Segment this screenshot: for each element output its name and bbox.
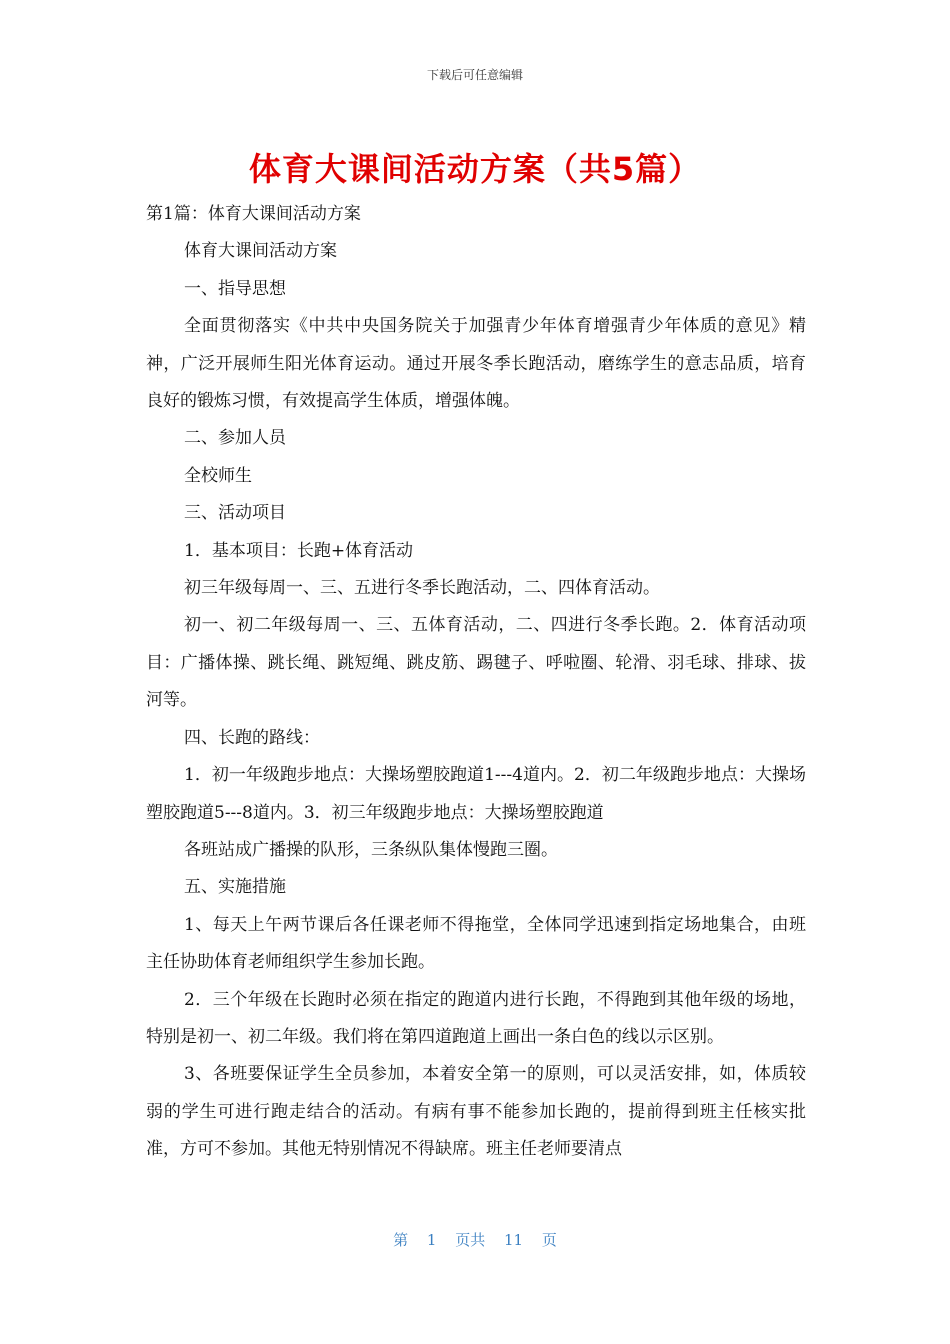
section-heading: 五、实施措施 xyxy=(184,877,286,898)
paragraph: 全校师生 xyxy=(184,465,252,486)
page-suffix: 页 xyxy=(541,1231,557,1249)
paragraph: 第1篇：体育大课间活动方案 xyxy=(146,204,361,224)
page-middle: 页共 xyxy=(455,1231,486,1249)
paragraph: 1．初一年级跑步地点：大操场塑胶跑道1---4道内。2．初二年级跑步地点：大操场塑胶跑道5---8道内。3．初三年级跑步地点：大操场塑胶跑道 xyxy=(146,765,806,823)
paragraph: 各班站成广播操的队形，三条纵队集体慢跑三圈。 xyxy=(184,839,558,860)
paragraph: 1．基本项目：长跑+体育活动 xyxy=(184,540,414,561)
section-heading: 四、长跑的路线： xyxy=(184,727,320,748)
page-prefix: 第 xyxy=(393,1231,409,1249)
paragraph: 全面贯彻落实《中共中央国务院关于加强青少年体育增强青少年体质的意见》精神，广泛开展师生阳光体育运动。通过开展冬季长跑活动，磨练学生的意志品质，培育良好的锻炼习惯，有效提高学生体质，增强体魄。 xyxy=(146,316,806,412)
document-body xyxy=(146,196,806,1169)
page-footer xyxy=(0,1229,950,1250)
total-pages: 11 xyxy=(504,1231,524,1249)
header-note: 下载后可任意编辑 xyxy=(426,68,523,82)
document-title: 体育大课间活动方案（共5篇） xyxy=(248,150,702,188)
section-heading: 一、指导思想 xyxy=(184,278,286,299)
page-number: 1 xyxy=(426,1231,437,1249)
paragraph: 体育大课间活动方案 xyxy=(184,241,337,262)
paragraph: 2．三个年级在长跑时必须在指定的跑道内进行长跑，不得跑到其他年级的场地，特别是初一、初二年级。我们将在第四道跑道上画出一条白色的线以示区别。 xyxy=(146,989,806,1047)
paragraph: 初三年级每周一、三、五进行冬季长跑活动，二、四体育活动。 xyxy=(184,578,660,599)
paragraph: 3、各班要保证学生全员参加，本着安全第一的原则，可以灵活安排，如，体质较弱的学生可进行跑走结合的活动。有病有事不能参加长跑的，提前得到班主任核实批准，方可不参加。其他无特别情况不得缺席。班主任老师要清点 xyxy=(146,1064,806,1160)
section-heading: 三、活动项目 xyxy=(184,503,286,524)
paragraph: 1、每天上午两节课后各任课老师不得拖堂，全体同学迅速到指定场地集合，由班主任协助体育老师组织学生参加长跑。 xyxy=(146,914,806,973)
section-heading: 二、参加人员 xyxy=(184,428,286,449)
paragraph: 初一、初二年级每周一、三、五体育活动，二、四进行冬季长跑。2．体育活动项目：广播体操、跳长绳、跳短绳、跳皮筋、踢毽子、呼啦圈、轮滑、羽毛球、排球、拔河等。 xyxy=(146,615,806,711)
